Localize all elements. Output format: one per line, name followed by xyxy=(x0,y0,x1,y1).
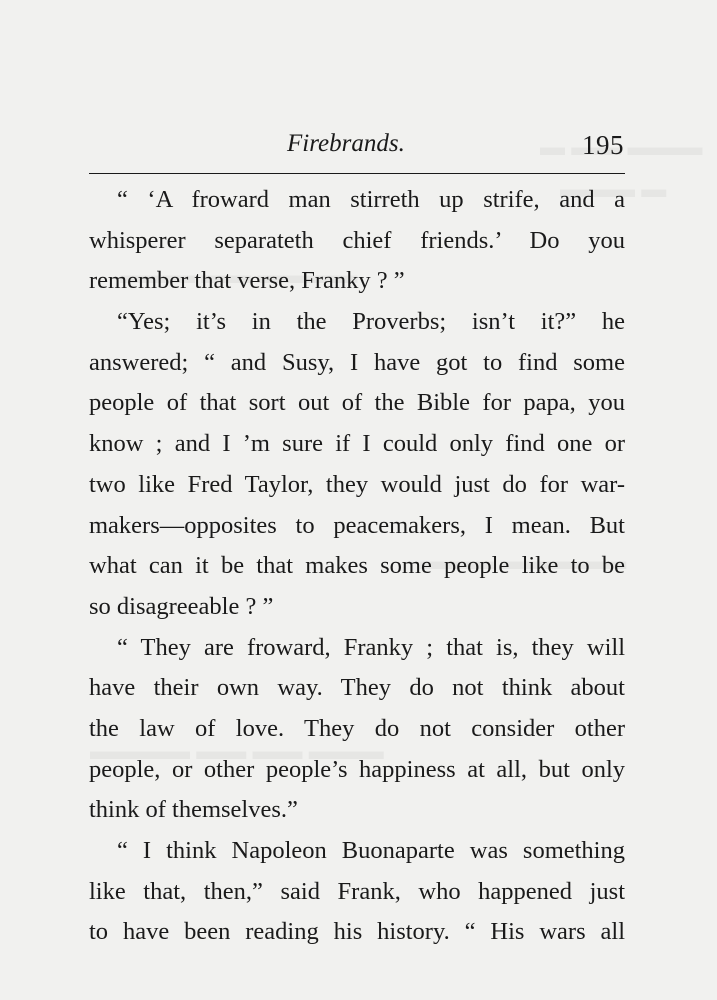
text-line: “ I think Napoleon Buonaparte was something xyxy=(117,837,625,864)
text-line: think of themselves.” xyxy=(89,796,298,824)
text-line: to have been reading his history. “ His wars all xyxy=(89,918,625,946)
text-line: answered; “ and Susy, I have got to find some xyxy=(89,348,625,376)
text-line: whisperer separateth chief friends.’ Do you xyxy=(89,226,625,254)
text-line: know ; and I ’m sure if I could only find one or xyxy=(89,430,625,458)
text-line: remember that verse, Franky ? ” xyxy=(89,267,405,295)
text-line: the law of love. They do not consider other xyxy=(89,714,625,742)
text-line: what can it be that makes some people like to be xyxy=(89,552,625,580)
running-head xyxy=(89,126,624,166)
text-line: “ ‘A froward man stirreth up strife, and a xyxy=(117,186,625,213)
text-line: people, or other people’s happiness at all, but only xyxy=(89,755,625,783)
running-title: Firebrands. xyxy=(287,130,405,157)
text-line: two like Fred Taylor, they would just do for war- xyxy=(89,470,625,498)
page-number: 195 xyxy=(582,130,624,160)
text-line: have their own way. They do not think about xyxy=(89,674,625,702)
text-line: people of that sort out of the Bible for papa, you xyxy=(89,389,625,417)
text-line: so disagreeable ? ” xyxy=(89,592,274,620)
header-rule xyxy=(89,173,625,174)
text-line: “ They are froward, Franky ; that is, they will xyxy=(117,633,625,661)
text-line: makers—opposites to peacemakers, I mean. But xyxy=(89,511,625,539)
text-line: “Yes; it’s in the Proverbs; isn’t it?” he xyxy=(117,308,625,336)
body-text xyxy=(89,180,625,953)
text-line: like that, then,” said Frank, who happened just xyxy=(89,877,625,905)
